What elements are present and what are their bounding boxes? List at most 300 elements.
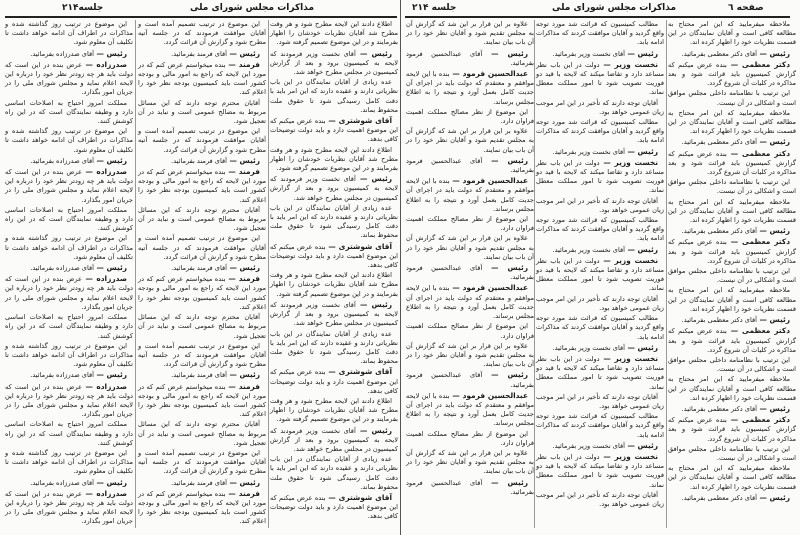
column-divider [666, 20, 667, 528]
speaker-name: رئیس — [355, 425, 392, 435]
paragraph-text: این موضوع در ترتیب تصمیم آمده است و آقایان موافقت فرمودند که در جلسه آتیه مطرح شود و گزارش آن قرائت گردد. [138, 20, 266, 47]
speaker-name: رئیس — [756, 48, 790, 58]
speaker-name: رئیس — [93, 477, 127, 487]
paragraph-text: این ترتیب با نظامنامه داخلی مجلس موافق است و اشکالی در آن نیست. [668, 444, 796, 462]
paragraph [138, 382, 266, 420]
speaker-name: رئیس — [226, 48, 260, 58]
paragraph-text: عرض بنده در این است که دولت باید هر چه زودتر نظر خود را درباره این لایحه اعلام نماید و مجلس شورای ملی را در جریان امور بگذارد. [5, 168, 133, 204]
speaker-name: رئیس — [756, 403, 790, 413]
speaker-name: عبدالحسین فرمود — [449, 176, 528, 186]
column-divider [268, 20, 269, 528]
paragraph [406, 342, 534, 370]
paragraph [270, 367, 398, 396]
paragraph-text: مملکت امروز احتیاج به اصلاحات اساسی دارد و وظیفه نمایندگان است که در این راه کوشش کنند. [5, 98, 133, 126]
speaker-name: رئیس — [624, 440, 658, 450]
speaker-name: رئیس — [756, 492, 790, 502]
paragraph [138, 342, 266, 370]
paragraph-text: ملاحظه میفرمایید که این امر محتاج به مطالعه کافی است و آقایان نمایندگان در این قسمت نظریات خود را اظهار کرده اند. [668, 464, 796, 491]
speaker-name: فرمند — [225, 274, 260, 284]
paragraph [668, 226, 796, 236]
speaker-name: عبدالحسین فرمود — [449, 390, 528, 400]
paragraph [406, 127, 534, 155]
paragraph-text: این ترتیب با نظامنامه داخلی مجلس موافق است و اشکالی در آن نیست. [668, 267, 796, 285]
paragraph-text: اطلاع دادند این لایحه مطرح شود و هر وقت مطرح شد آقایان نظریات خودشان را اظهار بفرمایند و در این موضوع تصمیم گرفته شود. [270, 20, 398, 47]
speaker-name: نخست وزیر — [599, 59, 658, 69]
column-divider [135, 20, 136, 528]
paragraph-text: آقای صدرزاده بفرمائید. [30, 264, 94, 273]
paragraph [406, 478, 534, 497]
paragraph [138, 127, 266, 155]
speaker-name: فرمند — [225, 381, 260, 391]
paragraph-text: دولت در این باب نظر مساعد دارد و تقاضا میکند که لایحه با قید دو فوریت تصویب شود تا امور مملکت معطل نماند. [536, 256, 664, 293]
paragraph [270, 146, 398, 174]
paragraph-text: آقای عبدالحسین فرمود بفرمائید. [406, 264, 534, 282]
speaker-name: دکتر معظمی — [726, 59, 790, 69]
paragraph-text: مطالب کمیسیون که قرائت شد مورد توجه واقع گردید و آقایان موافقت کردند که مذاکرات ادامه یابد. [536, 118, 664, 145]
paragraph-text: مطالب کمیسیون که قرائت شد مورد توجه واقع گردید و آقایان موافقت کردند که مذاکرات ادامه یابد. [536, 314, 664, 341]
paragraph-text: آقای دکتر معظمی بفرمائید. [681, 138, 757, 147]
speaker-name: رئیس — [624, 244, 658, 254]
paragraph-text: آقای نخست وزیر بفرمائید. [552, 49, 625, 58]
left-column-1 [270, 20, 398, 528]
paragraph-text: آقای صدرزاده بفرمائید. [30, 371, 94, 380]
paragraph-text: آقایان محترم توجه دارند که این مسائل مربوط به مصالح عمومی است و نباید در آن تعجیل شود. [138, 313, 266, 340]
paragraph-text: علاوه بر این قرار بر این شد که گزارش آن به مجلس تقدیم شود و آقایان نظر خود را در آن باب بیان نمایند. [406, 448, 534, 476]
paragraph-text: آقای نخست وزیر فرمودند که لایحه به کمیسیون برود و بعد از گزارش کمیسیون در مجلس مطرح خواهد شد. [270, 426, 398, 453]
paragraph [536, 452, 664, 490]
paragraph [5, 60, 133, 98]
paragraph [668, 356, 796, 374]
paragraph-text: آقای فرمند بفرمائید. [171, 49, 227, 58]
paragraph-text: آقای صدرزاده بفرمائید. [30, 478, 94, 487]
paragraph [406, 391, 534, 429]
speaker-name: صدرزاده — [81, 381, 128, 391]
paragraph [406, 215, 534, 233]
paragraph-text: آقای صدرزاده بفرمائید. [30, 49, 94, 58]
speaker-name: رئیس — [482, 477, 529, 487]
speaker-name: فرمند — [225, 167, 260, 177]
paragraph [406, 322, 534, 340]
paragraph-text: ملاحظه میفرمایید که این امر محتاج به مطالعه کافی است و آقایان نمایندگان در این قسمت نظریات خود را اظهار کرده اند. [668, 286, 796, 313]
paragraph [138, 206, 266, 234]
paragraph [536, 314, 664, 342]
speaker-name: دکتر معظمی — [726, 415, 790, 425]
paragraph-text: آقای نخست وزیر فرمودند که لایحه به کمیسیون برود و بعد از گزارش کمیسیون در مجلس مطرح خواهد شد. [270, 49, 398, 77]
paragraph-text: ملاحظه میفرمایید که این امر محتاج به مطالعه کافی است و آقایان نمایندگان در این قسمت نظریات خود را اظهار کرده اند. [668, 197, 796, 225]
paragraph [5, 156, 133, 166]
paragraph [5, 20, 133, 48]
column-divider [534, 20, 535, 528]
paragraph-text: آقای فرمند بفرمائید. [171, 478, 227, 487]
speaker-name: نخست وزیر — [599, 255, 658, 265]
right-column-3 [406, 20, 534, 528]
paragraph [536, 99, 664, 117]
paragraph-text: این موضوع از نظر مصالح مملکت اهمیت فراوان دارد. [406, 429, 534, 447]
paragraph-text: آقای فرمند بفرمائید. [171, 156, 227, 165]
speaker-name: آقای شوشتری — [325, 241, 392, 251]
paragraph-text: بنده عرض میکنم که گزارش کمیسیون باید قرائت شود و بعد مذاکره در کلیات آن شروع گردد. [668, 327, 796, 354]
speaker-name: نخست وزیر — [599, 451, 658, 461]
paragraph-text: آقای عبدالحسین فرمود بفرمائید. [406, 371, 534, 389]
paragraph [406, 49, 534, 68]
paragraph-text: ملاحظه میفرمایید که این امر محتاج به مطالعه کافی است و آقایان نمایندگان در این قسمت نظریات خود را اظهار کرده اند. [668, 375, 796, 402]
paragraph [5, 127, 133, 155]
paragraph-text: آقای نخست وزیر بفرمائید. [552, 245, 625, 254]
right-column-2 [536, 20, 664, 528]
speaker-name: رئیس — [93, 48, 127, 58]
right-session-label: جلسه ۲۱۴ [412, 3, 457, 13]
paragraph [406, 156, 534, 175]
speaker-name: آقای شوشتری — [325, 492, 392, 502]
paragraph-text: آقای نخست وزیر بفرمائید. [552, 343, 625, 352]
paragraph-text: این موضوع در ترتیب روز گذاشته شده و مذاکرات در اطراف آن ادامه خواهد داشت تا تکلیف آن معلوم شود. [5, 448, 133, 476]
speaker-name: رئیس — [756, 137, 790, 147]
paragraph [536, 158, 664, 196]
speaker-name: رئیس — [93, 155, 127, 165]
paragraph-text: آقای نخست وزیر بفرمائید. [552, 441, 625, 450]
paragraph-text: آقای نخست وزیر فرمودند که لایحه به کمیسیون برود و بعد از گزارش کمیسیون در مجلس مطرح خواهد شد. [270, 300, 398, 328]
paragraph [668, 326, 796, 355]
paragraph [138, 313, 266, 341]
paragraph-text: بنده عرض میکنم که گزارش کمیسیون باید قرائت شود و بعد مذاکره در کلیات آن شروع گردد. [668, 416, 796, 443]
speaker-name: صدرزاده — [81, 167, 128, 177]
left-session-label: جلسه۲۱۴ [62, 3, 104, 13]
paragraph [5, 234, 133, 262]
paragraph-text: آقای عبدالحسین فرمود بفرمائید. [406, 478, 534, 496]
paragraph-text: بنده میخواستم عرض کنم که در مورد این لایحه که راجع به امور مالی و بودجه کشور است باید کمیسیون بودجه نظر خود را اعلام کند. [138, 168, 266, 204]
paragraph [406, 449, 534, 477]
paragraph-text: عرض بنده در این است که دولت باید هر چه زودتر نظر خود را درباره این لایحه اعلام نماید و مجلس شورای ملی را در جریان امور بگذارد. [5, 382, 133, 419]
paragraph [270, 397, 398, 425]
speaker-name: فرمند — [225, 488, 260, 498]
speaker-name: رئیس — [226, 263, 260, 273]
paragraph [270, 455, 398, 492]
speaker-name: نخست وزیر — [599, 157, 658, 167]
left-column-2 [138, 20, 266, 528]
paragraph [270, 78, 398, 115]
paragraph-text: آقای دکتر معظمی بفرمائید. [681, 49, 757, 58]
paragraph [5, 382, 133, 420]
paragraph [138, 489, 266, 527]
paragraph [138, 478, 266, 488]
paragraph-text: آقایان توجه دارند که تأخیر در این امر موجب زیان عمومی خواهد بود. [536, 98, 664, 116]
paragraph-text: این موضوع در ترتیب تصمیم آمده است و آقایان موافقت فرمودند که در جلسه آتیه مطرح شود و گزارش آن قرائت گردد. [138, 341, 266, 369]
paragraph [536, 118, 664, 146]
paragraph [536, 147, 664, 157]
speaker-name: نخست وزیر — [599, 353, 658, 363]
page-fold [400, 0, 401, 535]
paragraph [536, 216, 664, 244]
paragraph [138, 156, 266, 166]
paragraph-text: این موضوع از نظر مصالح مملکت اهمیت فراوان دارد. [406, 107, 534, 126]
paragraph [536, 49, 664, 59]
speaker-name: آقای شوشتری — [325, 367, 392, 377]
paragraph [668, 137, 796, 147]
paragraph-text: آقایان محترم توجه دارند که این مسائل مربوط به مصالح عمومی است و نباید در آن تعجیل شود. [138, 98, 266, 126]
right-header-rule [405, 16, 790, 18]
paragraph-text: علاوه بر این قرار بر این شد که گزارش آن به مجلس تقدیم شود و آقایان نظر خود را در آن باب بیان نمایند. [406, 127, 534, 154]
paragraph [536, 245, 664, 255]
paragraph [138, 449, 266, 477]
paragraph-text: مطالب کمیسیون که قرائت شد مورد توجه واقع گردید و آقایان موافقت کردند که مذاکرات ادامه یابد. [536, 412, 664, 439]
paragraph-text: آقایان توجه دارند که تأخیر در این امر موجب زیان عمومی خواهد بود. [536, 490, 664, 508]
speaker-name: رئیس — [624, 342, 658, 352]
paragraph [406, 430, 534, 448]
paragraph [5, 206, 133, 234]
speaker-name: رئیس — [226, 155, 260, 165]
paragraph [138, 60, 266, 98]
paragraph [138, 20, 266, 48]
paragraph-text: عده زیادی از آقایان نمایندگان در این باب نظریاتی دارند و عقیده دارند که این امر باید با دقت کامل رسیدگی شود تا حقوق ملت محفوظ بماند. [270, 455, 398, 491]
paragraph-text: مطالب کمیسیون که قرائت شد مورد توجه واقع گردید و آقایان موافقت کردند که مذاکرات ادامه یابد. [536, 216, 664, 243]
paragraph-text: آقایان توجه دارند که تأخیر در این امر موجب زیان عمومی خواهد بود. [536, 392, 664, 410]
paragraph-text: آقای نخست وزیر فرمودند که لایحه به کمیسیون برود و بعد از گزارش کمیسیون در مجلس مطرح خواهد شد. [270, 175, 398, 202]
paragraph-text: این موضوع در ترتیب تصمیم آمده است و آقایان موافقت فرمودند که در جلسه آتیه مطرح شود و گزارش آن قرائت گردد. [138, 448, 266, 476]
paragraph-text: بنده با این لایحه موافقم و معتقدم که دولت باید در اجرای آن جدیت کامل بعمل آورد و نتیجه را به اطلاع مجلس برساند. [406, 391, 534, 428]
paragraph-text: این ترتیب با نظامنامه داخلی مجلس موافق است و اشکالی در آن نیست. [668, 178, 796, 196]
paragraph [5, 420, 133, 448]
paragraph-text: علاوه بر این قرار بر این شد که گزارش آن به مجلس تقدیم شود و آقایان نظر خود را در آن باب بیان نمایند. [406, 341, 534, 369]
speaker-name: رئیس — [482, 370, 529, 380]
speaker-name: رئیس — [482, 263, 529, 273]
paragraph-text: بنده با این لایحه موافقم و معتقدم که دولت باید در اجرای آن جدیت کامل بعمل آورد و نتیجه را به اطلاع مجلس برساند. [406, 70, 534, 106]
paragraph-text: اطلاع دادند این لایحه مطرح شود و هر وقت مطرح شد آقایان نظریات خودشان را اظهار بفرمایند و در این موضوع تصمیم گرفته شود. [270, 396, 398, 424]
paragraph [406, 283, 534, 321]
speaker-name: عبدالحسین فرمود — [449, 69, 528, 79]
paragraph [270, 242, 398, 271]
paragraph [138, 167, 266, 205]
paragraph [536, 20, 664, 48]
speaker-name: فرمند — [225, 59, 260, 69]
paragraph [668, 267, 796, 285]
paragraph-text: آقای دکتر معظمی بفرمائید. [681, 316, 757, 325]
paragraph-text: این موضوع در ترتیب تصمیم آمده است و آقایان موافقت فرمودند که در جلسه آتیه مطرح شود و گزارش آن قرائت گردد. [138, 127, 266, 154]
left-column-3 [5, 20, 133, 528]
paragraph [5, 313, 133, 341]
paragraph-text: آقای عبدالحسین فرمود بفرمائید. [406, 49, 534, 67]
paragraph-text: اطلاع دادند این لایحه مطرح شود و هر وقت مطرح شد آقایان نظریات خودشان را اظهار بفرمایند و در این موضوع تصمیم گرفته شود. [270, 145, 398, 173]
paragraph [536, 343, 664, 353]
speaker-name: رئیس — [355, 174, 392, 184]
paragraph-text: آقای عبدالحسین فرمود بفرمائید. [406, 156, 534, 175]
paragraph-text: آقای دکتر معظمی بفرمائید. [681, 227, 757, 236]
paragraph-text: بنده عرض میکنم که این موضوع اهمیت دارد و باید دولت توضیحات کافی بدهد. [270, 117, 398, 144]
paragraph-text: این موضوع در ترتیب روز گذاشته شده و مذاکرات در اطراف آن ادامه خواهد داشت تا تکلیف آن معلوم شود. [5, 341, 133, 369]
paragraph [270, 493, 398, 522]
speaker-name: رئیس — [355, 299, 392, 309]
left-header-rule [5, 16, 397, 18]
paragraph-text: بنده میخواستم عرض کنم که در مورد این لایحه که راجع به امور مالی و بودجه کشور است باید کمیسیون بودجه نظر خود را اعلام کند. [138, 275, 266, 311]
paragraph-text: مطالب کمیسیون که قرائت شد مورد توجه واقع گردید و آقایان موافقت کردند که مذاکرات ادامه یابد. [536, 20, 664, 47]
paragraph [668, 198, 796, 226]
paragraph-text: بنده عرض میکنم که گزارش کمیسیون باید قرائت شود و بعد مذاکره در کلیات آن شروع گردد. [668, 60, 796, 88]
speaker-name: رئیس — [624, 48, 658, 58]
paragraph-text: اطلاع دادند این لایحه مطرح شود و هر وقت مطرح شد آقایان نظریات خودشان را اظهار بفرمایند و در این موضوع تصمیم گرفته شود. [270, 271, 398, 298]
paragraph [406, 370, 534, 389]
paragraph-text: بنده عرض میکنم که گزارش کمیسیون باید قرائت شود و بعد مذاکره در کلیات آن شروع گردد. [668, 149, 796, 177]
paragraph-text: بنده میخواستم عرض کنم که در مورد این لایحه که راجع به امور مالی و بودجه کشور است باید کمیسیون بودجه نظر خود را اعلام کند. [138, 60, 266, 97]
paragraph [406, 234, 534, 262]
paragraph [270, 426, 398, 455]
paragraph [406, 263, 534, 282]
paragraph-text: ملاحظه میفرمایید که این امر محتاج به مطالعه کافی است و آقایان نمایندگان در این قسمت نظریات خود را اظهار کرده اند. [668, 20, 796, 47]
paragraph-text: آقای دکتر معظمی بفرمائید. [681, 404, 757, 413]
paragraph-text: آقای صدرزاده بفرمائید. [30, 156, 94, 165]
paragraph-text: بنده عرض میکنم که این موضوع اهمیت دارد و باید دولت توضیحات کافی بدهد. [270, 242, 398, 270]
speaker-name: رئیس — [93, 263, 127, 273]
paragraph [536, 491, 664, 509]
paragraph-text: عرض بنده در این است که دولت باید هر چه زودتر نظر خود را درباره این لایحه اعلام نماید و مجلس شورای ملی را در جریان امور بگذارد. [5, 60, 133, 97]
speaker-name: عبدالحسین فرمود — [449, 283, 528, 293]
paragraph-text: آقایان محترم توجه دارند که این مسائل مربوط به مصالح عمومی است و نباید در آن تعجیل شود. [138, 420, 266, 447]
paragraph-text: آقایان توجه دارند که تأخیر در این امر موجب زیان عمومی خواهد بود. [536, 196, 664, 214]
page-number: صفحه ٦ [728, 3, 764, 13]
speaker-name: صدرزاده — [81, 274, 128, 284]
paragraph [5, 167, 133, 205]
paragraph-text: دولت در این باب نظر مساعد دارد و تقاضا میکند که لایحه با قید دو فوریت تصویب شود تا امور مملکت معطل نماند. [536, 158, 664, 195]
paragraph [138, 234, 266, 262]
paragraph [536, 354, 664, 392]
paragraph-text: این موضوع در ترتیب تصمیم آمده است و آقایان موافقت فرمودند که در جلسه آتیه مطرح شود و گزارش آن قرائت گردد. [138, 234, 266, 261]
right-column-1 [668, 20, 796, 528]
paragraph-text: بنده عرض میکنم که گزارش کمیسیون باید قرائت شود و بعد مذاکره در کلیات آن شروع گردد. [668, 238, 796, 265]
speaker-name: رئیس — [355, 48, 392, 58]
paragraph-text: این ترتیب با نظامنامه داخلی مجلس موافق است و اشکالی در آن نیست. [668, 89, 796, 107]
paragraph [668, 315, 796, 325]
paragraph-text: مملکت امروز احتیاج به اصلاحات اساسی دارد و وظیفه نمایندگان است که در این راه کوشش کنند. [5, 313, 133, 340]
paragraph [536, 197, 664, 215]
paragraph [270, 20, 398, 48]
paragraph-text: مملکت امروز احتیاج به اصلاحات اساسی دارد و وظیفه نمایندگان است که در این راه کوشش کنند. [5, 205, 133, 233]
paragraph [536, 60, 664, 98]
paragraph [668, 149, 796, 178]
paragraph-text: علاوه بر این قرار بر این شد که گزارش آن به مجلس تقدیم شود و آقایان نظر خود را در آن باب بیان نمایند. [406, 234, 534, 261]
paragraph [406, 69, 534, 107]
paragraph-text: عرض بنده در این است که دولت باید هر چه زودتر نظر خود را درباره این لایحه اعلام نماید و مجلس شورای ملی را در جریان امور بگذارد. [5, 275, 133, 311]
paragraph-text: دولت در این باب نظر مساعد دارد و تقاضا میکند که لایحه با قید دو فوریت تصویب شود تا امور مملکت معطل نماند. [536, 452, 664, 489]
paragraph [406, 20, 534, 48]
paragraph-text: بنده میخواستم عرض کنم که در مورد این لایحه که راجع به امور مالی و بودجه کشور است باید کمیسیون بودجه نظر خود را اعلام کند. [138, 382, 266, 419]
paragraph-text: آقای فرمند بفرمائید. [171, 264, 227, 273]
paragraph [406, 108, 534, 126]
speaker-name: رئیس — [93, 370, 127, 380]
speaker-name: دکتر معظمی — [726, 326, 790, 336]
paragraph [536, 412, 664, 440]
paragraph-text: بنده عرض میکنم که این موضوع اهمیت دارد و باید دولت توضیحات کافی بدهد. [270, 368, 398, 395]
right-page-title: مذاکرات مجلس شورای ملی [552, 3, 677, 13]
speaker-name: رئیس — [756, 315, 790, 325]
paragraph [270, 116, 398, 145]
paragraph-text: آقایان توجه دارند که تأخیر در این امر موجب زیان عمومی خواهد بود. [536, 294, 664, 312]
paragraph-text: بنده عرض میکنم که این موضوع اهمیت دارد و باید دولت توضیحات کافی بدهد. [270, 493, 398, 521]
paragraph [270, 204, 398, 241]
paragraph [668, 415, 796, 444]
paragraph [668, 109, 796, 137]
paragraph-text: این ترتیب با نظامنامه داخلی مجلس موافق است و اشکالی در آن نیست. [668, 355, 796, 374]
paragraph-text: عرض بنده در این است که دولت باید هر چه زودتر نظر خود را درباره این لایحه اعلام نماید و مجلس شورای ملی را در جریان امور بگذارد. [5, 489, 133, 526]
paragraph [406, 176, 534, 214]
paragraph [668, 464, 796, 492]
paragraph-text: ملاحظه میفرمایید که این امر محتاج به مطالعه کافی است و آقایان نمایندگان در این قسمت نظریات خود را اظهار کرده اند. [668, 108, 796, 136]
paragraph [138, 49, 266, 59]
speaker-name: صدرزاده — [81, 59, 128, 69]
paragraph-text: این موضوع در ترتیب روز گذاشته شده و مذاکرات در اطراف آن ادامه خواهد داشت تا تکلیف آن معلوم شود. [5, 234, 133, 261]
paragraph [668, 89, 796, 107]
paragraph-text: بنده با این لایحه موافقم و معتقدم که دولت باید در اجرای آن جدیت کامل بعمل آورد و نتیجه را به اطلاع مجلس برساند. [406, 177, 534, 213]
speaker-name: دکتر معظمی — [726, 148, 790, 158]
speaker-name: رئیس — [482, 48, 529, 58]
paragraph [668, 20, 796, 48]
paragraph [668, 178, 796, 196]
paragraph [5, 99, 133, 127]
paragraph [536, 295, 664, 313]
paragraph [138, 420, 266, 448]
paragraph [5, 49, 133, 59]
paragraph [5, 370, 133, 380]
speaker-name: رئیس — [756, 226, 790, 236]
paragraph-text: دولت در این باب نظر مساعد دارد و تقاضا میکند که لایحه با قید دو فوریت تصویب شود تا امور مملکت معطل نماند. [536, 354, 664, 391]
paragraph [668, 237, 796, 266]
paragraph [536, 393, 664, 411]
paragraph [668, 493, 796, 503]
paragraph-text: آقای فرمند بفرمائید. [171, 371, 227, 380]
paragraph [668, 60, 796, 89]
paragraph [270, 271, 398, 299]
speaker-name: صدرزاده — [81, 488, 128, 498]
paragraph [668, 445, 796, 463]
paragraph-text: عده زیادی از آقایان نمایندگان در این باب نظریاتی دارند و عقیده دارند که این امر باید با دقت کامل رسیدگی شود تا حقوق ملت محفوظ بماند. [270, 78, 398, 114]
speaker-name: دکتر معظمی — [726, 237, 790, 247]
paragraph [5, 263, 133, 273]
paragraph-text: آقای نخست وزیر بفرمائید. [552, 147, 625, 156]
left-page-title: مذاکرات مجلس شورای ملی [190, 3, 315, 13]
paragraph-text: عده زیادی از آقایان نمایندگان در این باب نظریاتی دارند و عقیده دارند که این امر باید با دقت کامل رسیدگی شود تا حقوق ملت محفوظ بماند. [270, 329, 398, 366]
paragraph [536, 256, 664, 294]
paragraph-text: دولت در این باب نظر مساعد دارد و تقاضا میکند که لایحه با قید دو فوریت تصویب شود تا امور مملکت معطل نماند. [536, 60, 664, 97]
paragraph-text: این موضوع از نظر مصالح مملکت اهمیت فراوان دارد. [406, 322, 534, 340]
paragraph [668, 375, 796, 403]
paragraph-text: این موضوع در ترتیب روز گذاشته شده و مذاکرات در اطراف آن ادامه خواهد داشت تا تکلیف آن معلوم شود. [5, 20, 133, 47]
paragraph [270, 300, 398, 329]
paragraph-text: بنده میخواستم عرض کنم که در مورد این لایحه که راجع به امور مالی و بودجه کشور است باید کمیسیون بودجه نظر خود را اعلام کند. [138, 489, 266, 526]
speaker-name: آقای شوشتری — [325, 116, 392, 126]
paragraph-text: بنده با این لایحه موافقم و معتقدم که دولت باید در اجرای آن جدیت کامل بعمل آورد و نتیجه را به اطلاع مجلس برساند. [406, 284, 534, 321]
paragraph-text: مملکت امروز احتیاج به اصلاحات اساسی دارد و وظیفه نمایندگان است که در این راه کوشش کنند. [5, 420, 133, 447]
speaker-name: رئیس — [624, 146, 658, 156]
speaker-name: رئیس — [482, 155, 529, 165]
paragraph [5, 489, 133, 527]
paragraph [270, 49, 398, 78]
paragraph-text: آقایان محترم توجه دارند که این مسائل مربوط به مصالح عمومی است و نباید در آن تعجیل شود. [138, 205, 266, 233]
paragraph-text: عده زیادی از آقایان نمایندگان در این باب نظریاتی دارند و عقیده دارند که این امر باید با دقت کامل رسیدگی شود تا حقوق ملت محفوظ بماند. [270, 203, 398, 240]
paragraph [138, 263, 266, 273]
paragraph [5, 478, 133, 488]
paragraph-text: آقای دکتر معظمی بفرمائید. [681, 493, 757, 502]
paragraph-text: این موضوع از نظر مصالح مملکت اهمیت فراوان دارد. [406, 215, 534, 233]
paragraph [138, 99, 266, 127]
paragraph-text: این موضوع در ترتیب روز گذاشته شده و مذاکرات در اطراف آن ادامه خواهد داشت تا تکلیف آن معلوم شود. [5, 127, 133, 154]
paragraph [5, 449, 133, 477]
paragraph [668, 49, 796, 59]
paragraph [270, 174, 398, 203]
paragraph [138, 274, 266, 312]
paragraph [5, 342, 133, 370]
speaker-name: رئیس — [226, 477, 260, 487]
paragraph [138, 370, 266, 380]
paragraph-text: علاوه بر این قرار بر این شد که گزارش آن به مجلس تقدیم شود و آقایان نظر خود را در آن باب بیان نمایند. [406, 20, 534, 47]
paragraph [668, 286, 796, 314]
paragraph [536, 441, 664, 451]
